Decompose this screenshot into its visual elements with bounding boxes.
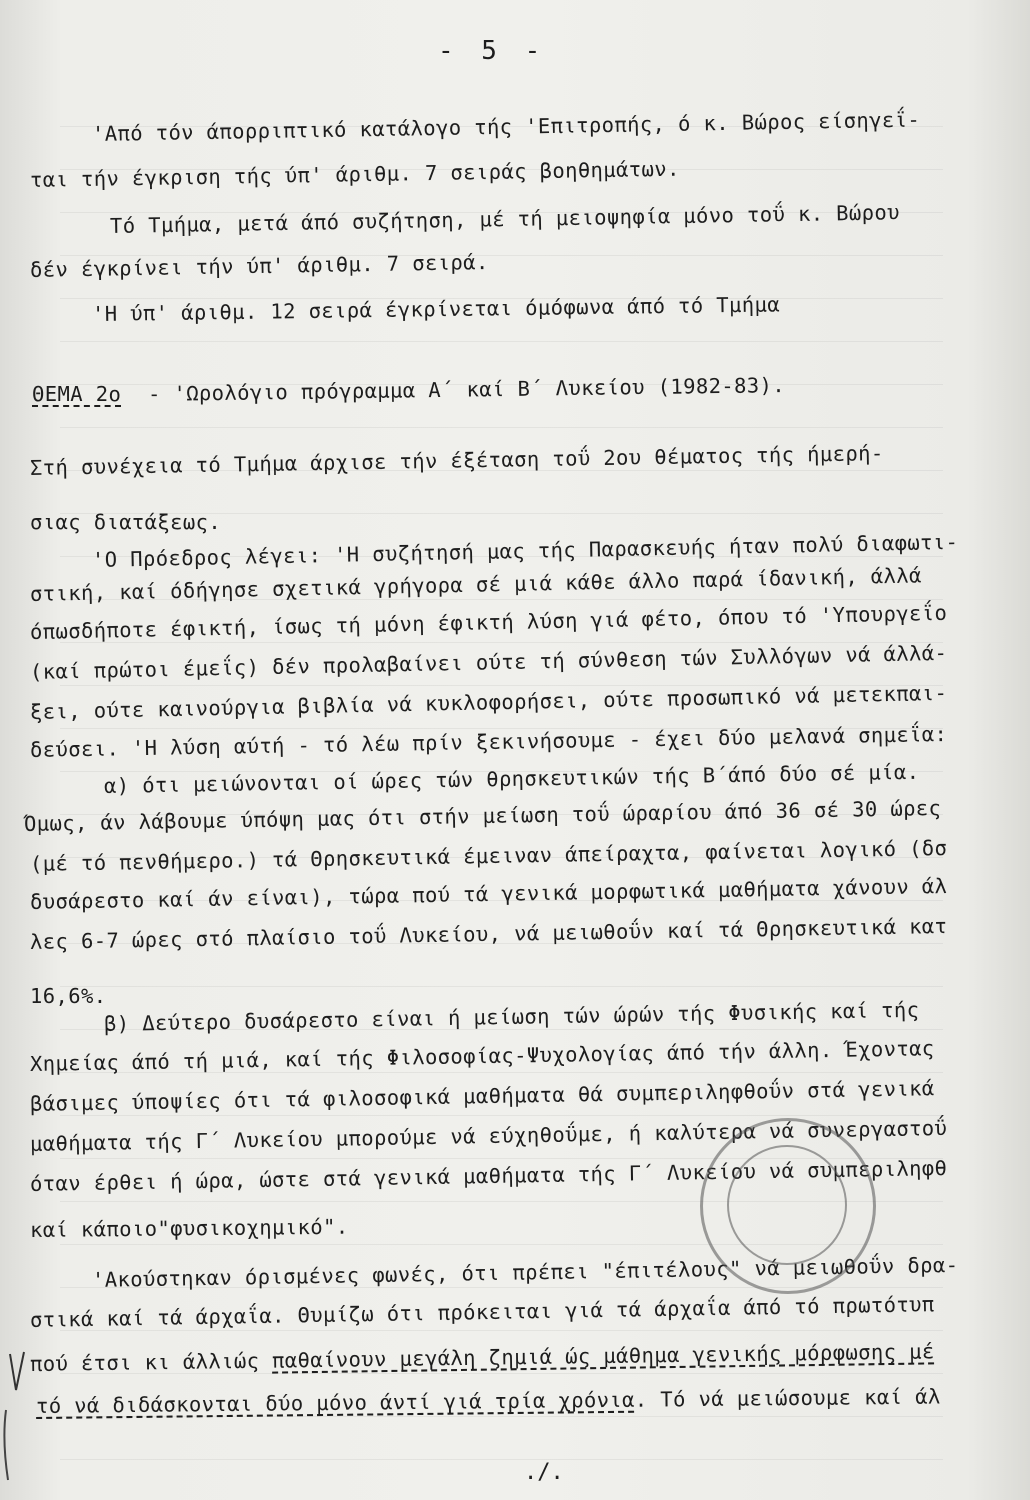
text-line: δέν έγκρίνει τήν ύπ' άριθμ. 7 σειρά. bbox=[29, 249, 489, 282]
text-line: α) ότι μειώνονται οί ώρες τών θρησκευτικών τής Β΄άπό δύο σέ μία. bbox=[103, 759, 920, 798]
text-line: 'Ακούστηκαν όρισμένες φωνές, ότι πρέπει "έπιτέλους" νά μειωθοΰν δρα- bbox=[91, 1252, 959, 1292]
text-line: 'Η ύπ' άριθμ. 12 σειρά έγκρίνεται όμόφωνα άπό τό Τμήμα bbox=[91, 292, 781, 326]
underlined-text: παθαίνουν μεγάλη ζημιά ώς μάθημα γενικής μόρφωσης μέ bbox=[271, 1339, 935, 1373]
text-line bbox=[30, 1339, 935, 1376]
text-line: λες 6-7 ώρες στό πλαίσιο τοΰ Λυκείου, νά μειωθοΰν καί τά Θρησκευτικά κατ bbox=[29, 913, 948, 954]
margin-handwritten-mark bbox=[2, 1350, 32, 1490]
text-line: Στή συνέχεια τό Τμήμα άρχισε τήν έξέταση τοΰ 2ου θέματος τής ήμερή- bbox=[29, 441, 884, 480]
text-line: β) Δεύτερο δυσάρεστο είναι ή μείωση τών ώρών τής Φυσικής καί τής bbox=[103, 997, 920, 1036]
text-line bbox=[36, 1385, 941, 1418]
text-segment: . Τό νά μειώσουμε καί άλ bbox=[634, 1384, 941, 1412]
text-line: μαθήματα τής Γ΄ Λυκείου μπορούμε νά εύχηθοΰμε, ή καλύτερα νά συνεργαστοΰ bbox=[29, 1115, 948, 1156]
text-line: 'Από τόν άπορριπτικό κατάλογο τής 'Επιτροπής, ό κ. Βώρος είσηγεΐ- bbox=[91, 107, 921, 146]
underlined-text: τό νά διδάσκονται δύο μόνο άντί γιά τρία χρόνια bbox=[35, 1387, 635, 1418]
text-line: δυσάρεστο καί άν είναι), τώρα πού τά γενικά μορφωτικά μαθήματα χάνουν άλ bbox=[29, 873, 948, 914]
section-heading: ΘΕΜΑ 2ο bbox=[32, 382, 122, 406]
text-line: Χημείας άπό τή μιά, καί τής Φιλοσοφίας-Ψυχολογίας άπό τήν άλλη. Έχοντας bbox=[29, 1036, 935, 1076]
text-line: (μέ τό πενθήμερο.) τά Θρησκευτικά έμειναν άπείραχτα, φαίνεται λογικό (δσ bbox=[29, 835, 948, 876]
text-line: δεύσει. 'Η λύση αύτή - τό λέω πρίν ξεκινήσουμε - έχει δύο μελανά σημεΐα: bbox=[29, 721, 948, 762]
continuation-mark: ./. bbox=[524, 1460, 564, 1485]
text-line: στική, καί όδήγησε σχετικά γρήγορα σέ μιά κάθε άλλο παρά ίδανική, άλλά bbox=[29, 563, 923, 606]
text-line: Όμως, άν λάβουμε ύπόψη μας ότι στήν μείωση τοΰ ώραρίου άπό 36 σέ 30 ώρες bbox=[23, 795, 942, 836]
text-line: βάσιμες ύποψίες ότι τά φιλοσοφικά μαθήματα θά συμπεριληφθοΰν στά γενικά bbox=[29, 1076, 935, 1116]
text-line: στικά καί τά άρχαΐα. Θυμίζω ότι πρόκειται γιά τά άρχαΐα άπό τό πρωτότυπ bbox=[29, 1292, 935, 1332]
text-line: Τό Τμήμα, μετά άπό συζήτηση, μέ τή μειοψηφία μόνο τοΰ κ. Βώρου bbox=[109, 200, 901, 238]
text-line: 'Ο Πρόεδρος λέγει: 'Η συζήτησή μας τής Παρασκευής ήταν πολύ διαφωτι- bbox=[91, 529, 959, 572]
library-stamp bbox=[700, 1118, 876, 1294]
text-line: ται τήν έγκριση τής ύπ' άριθμ. 7 σειράς βοηθημάτων. bbox=[29, 156, 680, 192]
text-line: 16,6%. bbox=[30, 984, 107, 1008]
section-title: - 'Ωρολόγιο πρόγραμμα Α΄ καί Β΄ Λυκείου (1982-83). bbox=[147, 373, 786, 406]
text-line: ξει, ούτε καινούργια βιβλία νά κυκλοφορήσει, ούτε προσωπικό νά μετεκπαι- bbox=[29, 680, 948, 724]
text-line: όταν έρθει ή ώρα, ώστε στά γενικά μαθήματα τής Γ΄ Λυκείου νά συμπεριληφθ bbox=[29, 1155, 948, 1196]
text-line: σιας διατάξεως. bbox=[30, 510, 222, 534]
text-line: όπωσδήποτε έφικτή, ίσως τή μόνη έφικτή λύση γιά φέτο, όπου τό 'Υπουργεΐο bbox=[29, 600, 948, 644]
page-number: - 5 - bbox=[438, 36, 547, 66]
text-line: καί κάποιο"φυσικοχημικό". bbox=[29, 1214, 349, 1242]
text-segment: πού έτσι κι άλλιώς bbox=[29, 1348, 273, 1376]
text-line: (καί πρώτοι έμεΐς) δέν προλαβαίνει ούτε τή σύνθεση τών Συλλόγων νά άλλά- bbox=[29, 640, 948, 684]
